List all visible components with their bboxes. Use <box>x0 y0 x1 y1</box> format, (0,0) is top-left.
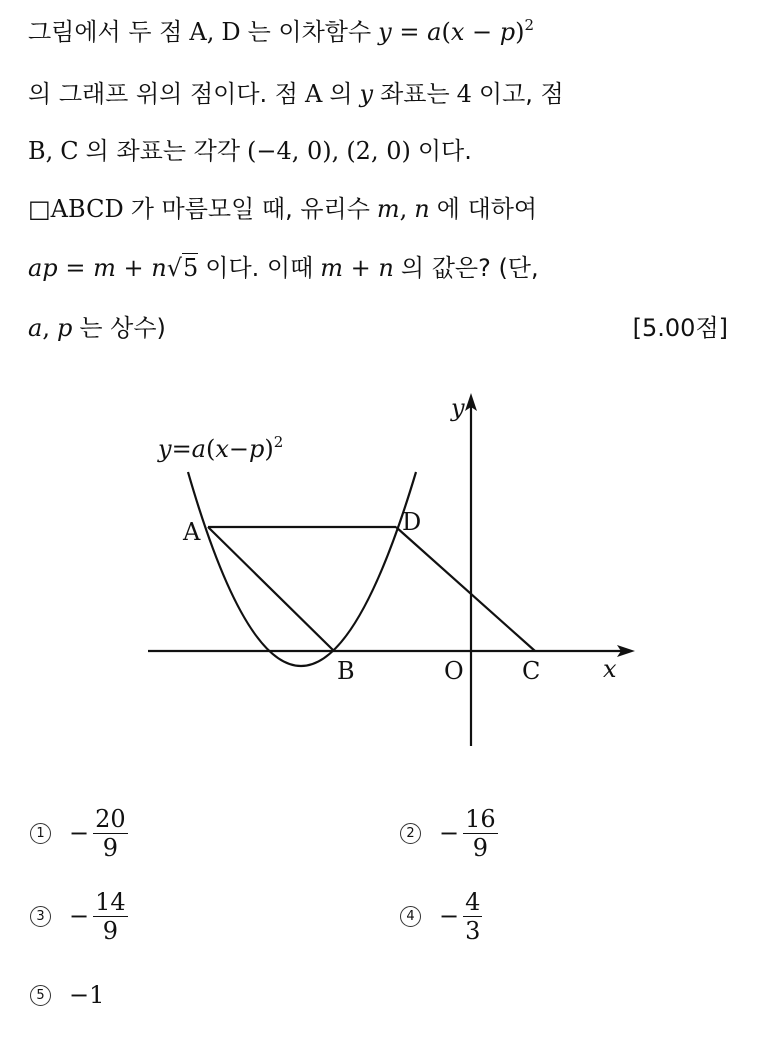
comma: , <box>331 137 340 165</box>
math-x: x <box>450 18 465 46</box>
choice-number-2: 2 <box>400 823 421 844</box>
math-n: n <box>414 195 430 223</box>
x-axis-label: x <box>603 655 617 683</box>
label-point-d: D <box>402 508 422 536</box>
math-ap: ap <box>28 254 58 282</box>
problem-line-4 <box>28 194 732 224</box>
denominator: 9 <box>102 833 119 862</box>
score-label: [5.00점] <box>632 314 728 342</box>
text: 의 <box>329 80 353 108</box>
comma: , <box>206 18 215 46</box>
sqrt-radicand: 5 <box>182 254 199 282</box>
math-m: m <box>320 254 344 282</box>
point-b: B <box>28 137 46 165</box>
denominator: 9 <box>472 833 489 862</box>
fraction <box>463 805 498 862</box>
choice-3[interactable] <box>30 886 128 946</box>
math-m: m <box>93 254 116 282</box>
choice-value: −1 <box>69 981 105 1009</box>
rhombus-abcd <box>208 527 535 651</box>
numerator: 16 <box>465 804 496 833</box>
fraction <box>93 888 128 945</box>
numerator: 20 <box>95 804 126 833</box>
curve-label: $y=a(x-p)^2$ <box>158 433 284 463</box>
fraction <box>463 888 482 945</box>
text: 에 대하여 <box>436 195 538 223</box>
problem-line-2 <box>28 79 732 109</box>
text: 는 상수) <box>79 314 166 342</box>
math-p: p <box>56 314 73 342</box>
math-eq: = <box>399 18 420 46</box>
text: 이다. <box>417 137 472 165</box>
coord-b: (−4, 0) <box>247 137 332 165</box>
segment-dc <box>396 527 535 651</box>
text: 는 이차함수 <box>247 18 372 46</box>
choice-sign: − <box>69 902 90 930</box>
math-paren: ( <box>441 18 451 46</box>
math-m: m <box>376 195 400 223</box>
problem-line-5 <box>28 253 732 283</box>
comma: , <box>45 137 54 165</box>
comma: , <box>399 195 408 223</box>
parabola-curve <box>188 472 416 666</box>
math-y: y <box>378 18 392 46</box>
denominator: 9 <box>102 916 119 945</box>
math-n: n <box>151 254 167 282</box>
math-four: 4 <box>456 80 472 108</box>
choice-5[interactable] <box>30 965 104 1025</box>
coord-c: (2, 0) <box>346 137 411 165</box>
numerator: 14 <box>95 887 126 916</box>
label-origin: O <box>444 657 464 685</box>
choice-1[interactable] <box>30 803 128 863</box>
text: 의 좌표는 각각 <box>85 137 241 165</box>
math-plus: + <box>350 254 371 282</box>
sqrt-five <box>167 253 199 283</box>
math-exponent: 2 <box>524 16 535 34</box>
text: 이고, 점 <box>478 80 564 108</box>
graph-figure <box>0 380 760 760</box>
text: 의 그래프 위의 점이다. 점 <box>28 80 298 108</box>
math-plus: + <box>123 254 144 282</box>
math-eq: = <box>65 254 86 282</box>
choice-sign: − <box>439 819 460 847</box>
choice-sign: − <box>439 902 460 930</box>
point-d: D <box>221 18 241 46</box>
math-n: n <box>378 254 394 282</box>
text: 이다. 이때 <box>205 254 314 282</box>
text: 좌표는 <box>380 80 450 108</box>
choice-number-5: 5 <box>30 985 51 1006</box>
math-minus: − <box>472 18 493 46</box>
math-a: a <box>28 314 43 342</box>
y-axis-label: y <box>451 394 465 422</box>
text: 의 값은? (단, <box>400 254 539 282</box>
problem-line-3 <box>28 136 732 166</box>
choice-number-1: 1 <box>30 823 51 844</box>
fraction <box>93 805 128 862</box>
denominator: 3 <box>465 916 481 945</box>
choice-sign: − <box>69 819 90 847</box>
problem-line-1 <box>28 17 732 47</box>
problem-line-6 <box>28 313 732 343</box>
point-c: C <box>60 137 79 165</box>
label-point-a: A <box>183 518 201 546</box>
text: 가 마름모일 때, 유리수 <box>130 195 370 223</box>
segment-ab <box>208 527 334 651</box>
math-p: p <box>499 18 516 46</box>
text: 그림에서 두 점 <box>28 18 183 46</box>
math-a: a <box>427 18 442 46</box>
label-point-c: C <box>522 657 541 685</box>
choice-number-3: 3 <box>30 906 51 927</box>
numerator: 4 <box>465 887 481 916</box>
label-point-b: B <box>337 657 355 685</box>
choice-2[interactable] <box>400 803 498 863</box>
point-a: A <box>189 18 207 46</box>
math-y: y <box>359 80 374 108</box>
choice-number-4: 4 <box>400 906 421 927</box>
comma: , <box>42 314 50 342</box>
quad-abcd: □ABCD <box>28 195 124 223</box>
sqrt-sign: √ <box>166 254 182 282</box>
point-a: A <box>304 80 323 108</box>
math-paren: ) <box>515 18 525 46</box>
choice-4[interactable] <box>400 886 482 946</box>
